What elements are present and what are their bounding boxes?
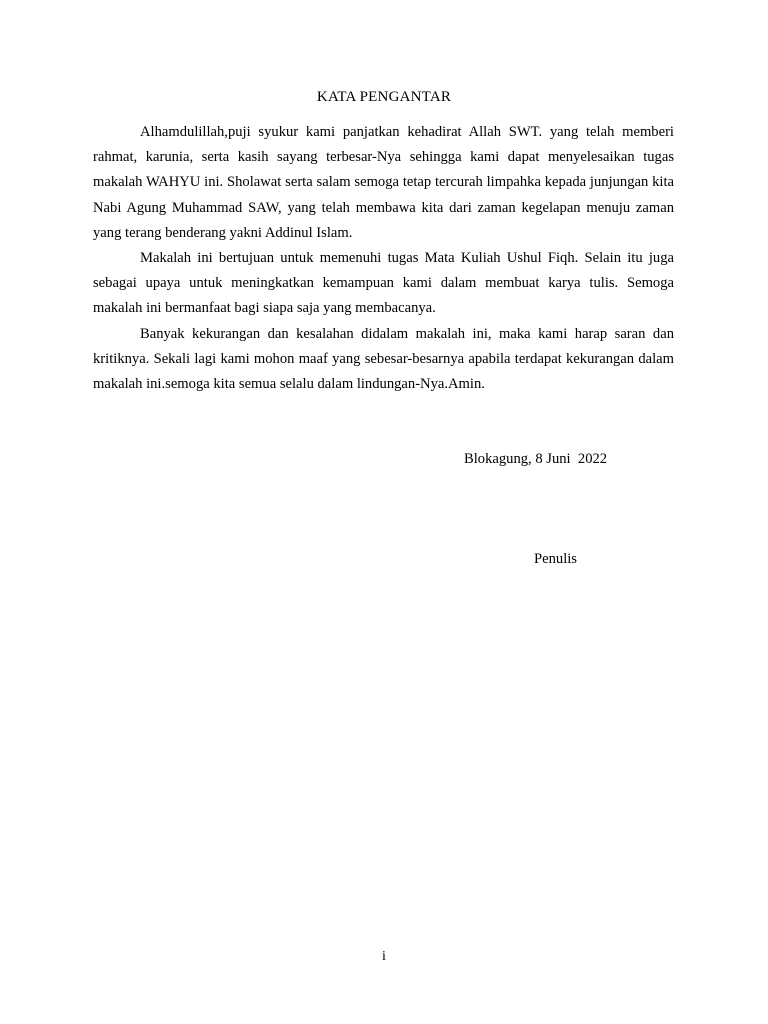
paragraph-purpose: Makalah ini bertujuan untuk memenuhi tugas Mata Kuliah Ushul Fiqh. Selain itu juga sebagai upaya untuk meningkatkan kemampuan kami dalam membuat karya tulis. Semoga makalah ini bermanfaat bagi siapa saja yang membacanya. bbox=[93, 250, 674, 317]
page-number: i bbox=[382, 949, 386, 964]
paragraph-closing: Banyak kekurangan dan kesalahan didalam makalah ini, maka kami harap saran dan kritiknya. Sekali lagi kami mohon maaf yang sebesar-besarnya apabila terdapat kekurangan dalam makalah ini.semoga kita semua selalu dalam lindungan-Nya.Amin. bbox=[93, 325, 674, 393]
page-title: KATA PENGANTAR bbox=[316, 89, 452, 105]
body-text bbox=[93, 120, 674, 397]
place-date: Blokagung, 8 Juni 2022 bbox=[464, 451, 608, 467]
author-signature: Penulis bbox=[534, 551, 577, 567]
paragraph-opening: Alhamdulillah,puji syukur kami panjatkan kehadirat Allah SWT. yang telah memberi rahmat, karunia, serta kasih sayang terbesar-Nya sehingga kami dapat menyelesaikan tugas makalah WAHYU ini. Sholawat serta salam semoga tetap tercurah limpahka kepada junjungan kita Nabi Agung Muhammad SAW, yang telah membawa kita dari zaman kegelapan menuju zaman yang terang benderang yakni Addinul Islam. bbox=[93, 124, 674, 241]
